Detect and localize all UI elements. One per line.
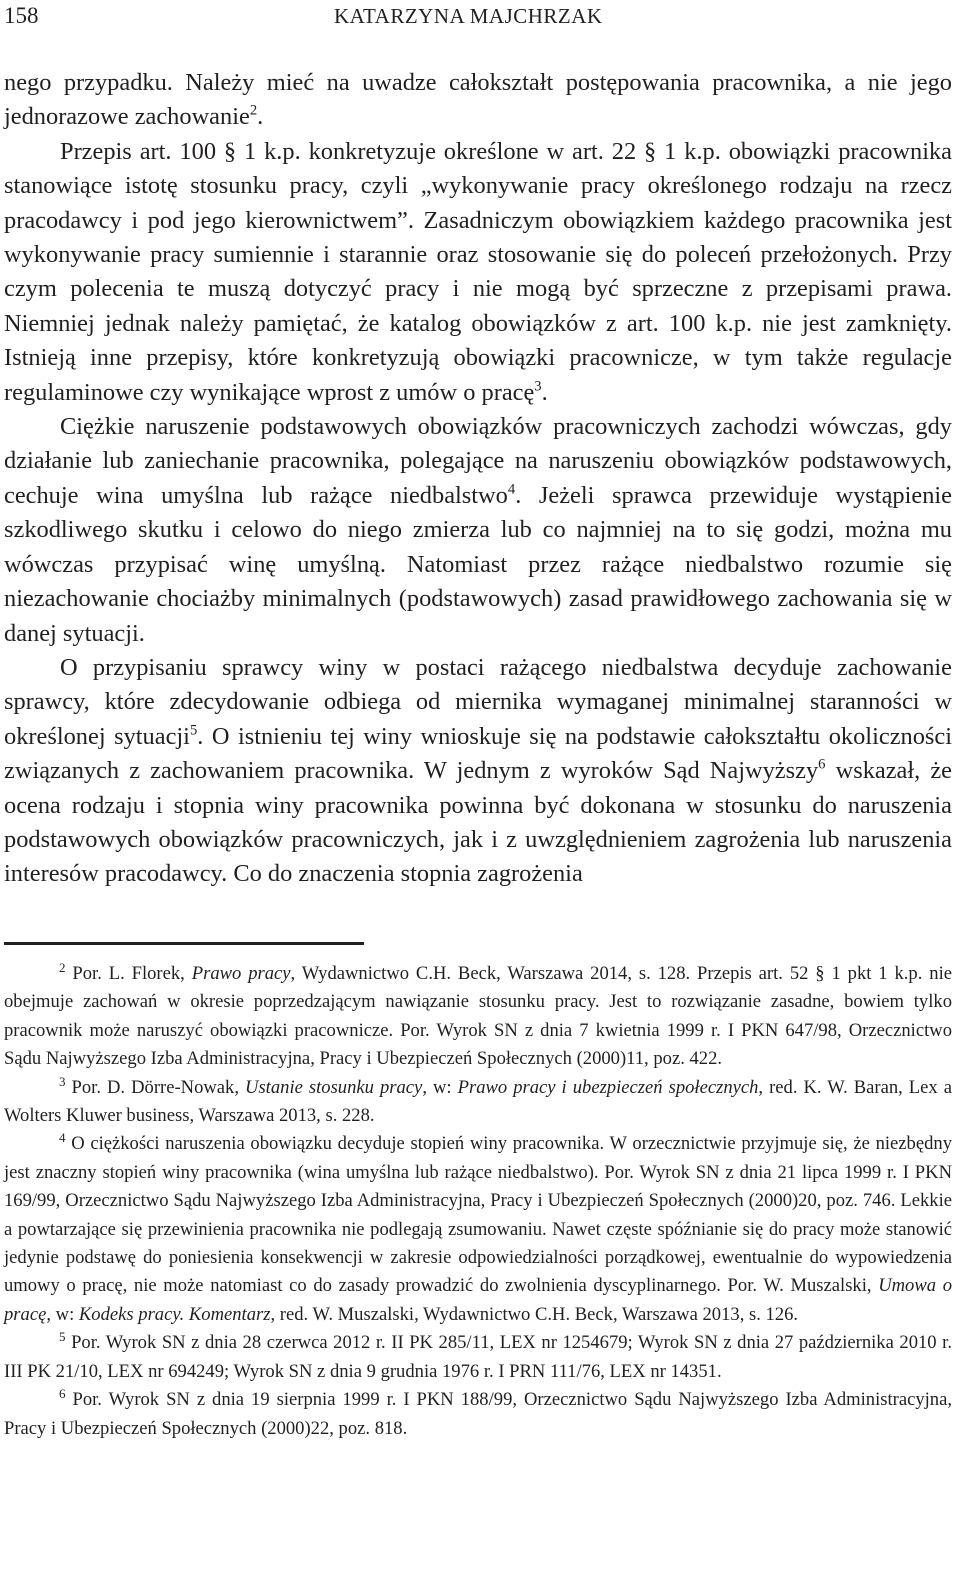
page-header <box>4 0 956 32</box>
paragraph: nego przypadku. Należy mieć na uwadze całokształt postępowania pracownika, a nie jego jednorazowe zachowanie$^2$. <box>4 69 952 131</box>
footnote: $^2$ Por. L. Florek, Prawo pracy, Wydawnictwo C.H. Beck, Warszawa 2014, s. 128. Przepis art. 52 § 1 pkt 1 k.p. nie obejmuje zachowań w okresie poprzedzającym nawiązanie stosunku pracy. Jest to rozwiązanie zasadne, bowiem tylko pracownik może naruszyć obowiązki pracownicze. Por. Wyrok SN z dnia 7 kwietnia 1999 r. I PKN 647/98, Orzecznictwo Sądu Najwyższego Izba Administracyjna, Pracy i Ubezpieczeń Społecznych (2000)11, poz. 422. <box>4 959 952 1070</box>
footnote-ref[interactable]: 2 <box>249 102 258 119</box>
main-text <box>4 66 952 892</box>
footnote-ref[interactable]: 6 <box>818 756 826 773</box>
footnote: $^4$ O ciężkości naruszenia obowiązku decyduje stopień winy pracownika. W orzecznictwie przyjmuje się, że niezbędny jest znaczny stopień winy pracownika (wina umyślna lub rażące niedbalstwo). Por. Wyrok SN z dnia 21 lipca 1999 r. I PKN 169/99, Orzecznictwo Sądu Najwyższego Izba Administracyjna, Pracy i Ubezpieczeń Społecznych (2000)20, poz. 746. Lekkie a powtarzające się przewinienia pracownika nie podlegają zsumowaniu. Nawet częste spóźnianie się do pracy może stanowić jedynie podstawę do poniesienia konsekwencji w zakresie odpowiedzialności porządkowej, ewentualnie do wypowiedzenia umowy o pracę, nie może natomiast co do zasady prowadzić do zwolnienia dyscyplinarnego. Por. W. Muszalski, Umowa o pracę, w: Kodeks pracy. Komentarz, red. W. Muszalski, Wydawnictwo C.H. Beck, Warszawa 2013, s. 126. <box>4 1130 952 1325</box>
footnote: $^6$ Por. Wyrok SN z dnia 19 sierpnia 1999 r. I PKN 188/99, Orzecznictwo Sądu Najwyższego Izba Administracyjna, Pracy i Ubezpieczeń Społecznych (2000)22, poz. 818. <box>4 1385 953 1439</box>
footnotes <box>4 960 952 1443</box>
paragraph: Przepis art. 100 § 1 k.p. konkretyzuje określone w art. 22 § 1 k.p. obowiązki pracownika stanowiące istotę stosunku pracy, czyli „wykonywanie pracy określonego rodzaju na rzecz pracodawcy i pod jego kierownictwem”. Zasadniczym obowiązkiem każdego pracownika jest wykonywanie pracy sumiennie i starannie oraz stosowanie się do poleceń przełożonych. Przy czym polecenia te muszą dotyczyć pracy i nie mogą być sprzeczne z przepisami prawa. Niemniej jednak należy pamiętać, że katalog obowiązków z art. 100 k.p. nie jest zamknięty. Istnieją inne przepisy, które konkretyzują obowiązki pracownicze, w tym także regulacje regulaminowe czy wynikające wprost z umów o pracę$^3$. <box>4 137 952 406</box>
footnote-number: 2 <box>59 959 66 975</box>
paragraph: O przypisaniu sprawcy winy w postaci rażącego niedbalstwa decyduje zachowanie sprawcy, które zdecydowanie odbiega od miernika wymaganej minimalnej staranności w określonej sytuacji$^5$. O istnieniu tej winy wnioskuje się na podstawie całokształtu okoliczności związanych z zachowaniem pracownika. W jednym z wyroków Sąd Najwyższy$^6$ wskazał, że ocena rodzaju i stopnia winy pracownika powinna być dokonana w stosunku do naruszenia podstawowych obowiązków pracowniczych, jak i z uwzględnieniem zagrożenia lub naruszenia interesów pracodawcy. Co do znaczenia stopnia zagrożenia <box>4 653 953 888</box>
footnote-ref[interactable]: 4 <box>507 481 516 498</box>
running-head: KATARZYNA MAJCHRZAK <box>334 4 603 28</box>
footnote-ref[interactable]: 3 <box>534 378 542 395</box>
page-number: 158 <box>4 3 39 28</box>
footnote-number: 6 <box>59 1385 66 1401</box>
footnote-number: 5 <box>59 1329 66 1345</box>
paragraph: Ciężkie naruszenie podstawowych obowiązków pracowniczych zachodzi wówczas, gdy działanie lub zaniechanie pracownika, polegające na naruszeniu obowiązków podstawowych, cechuje wina umyślna lub rażące niedbalstwo$^4$. Jeżeli sprawca przewiduje wystąpienie szkodliwego skutku i celowo do niego zmierza lub co najmniej na to się godzi, można mu wówczas przypisać winę umyślną. Natomiast przez rażące niedbalstwo rozumie się niezachowanie chociażby minimalnych (podstawowych) zasad prawidłowego zachowania się w danej sytuacji. <box>4 413 952 647</box>
footnote-number: 4 <box>59 1130 66 1146</box>
footnote-number: 3 <box>59 1073 66 1089</box>
footnote: $^3$ Por. D. Dörre-Nowak, Ustanie stosunku pracy, w: Prawo pracy i ubezpieczeń społecznych, red. K. W. Baran, Lex a Wolters Kluwer business, Warszawa 2013, s. 228. <box>4 1073 952 1127</box>
footnote: $^5$ Por. Wyrok SN z dnia 28 czerwca 2012 r. II PK 285/11, LEX nr 1254679; Wyrok SN z dnia 27 października 2010 r. III PK 21/10, LEX nr 694249; Wyrok SN z dnia 9 grudnia 1976 r. I PRN 111/76, LEX nr 14351. <box>4 1329 952 1382</box>
footnote-separator <box>4 942 364 945</box>
footnote-ref[interactable]: 5 <box>189 722 198 739</box>
